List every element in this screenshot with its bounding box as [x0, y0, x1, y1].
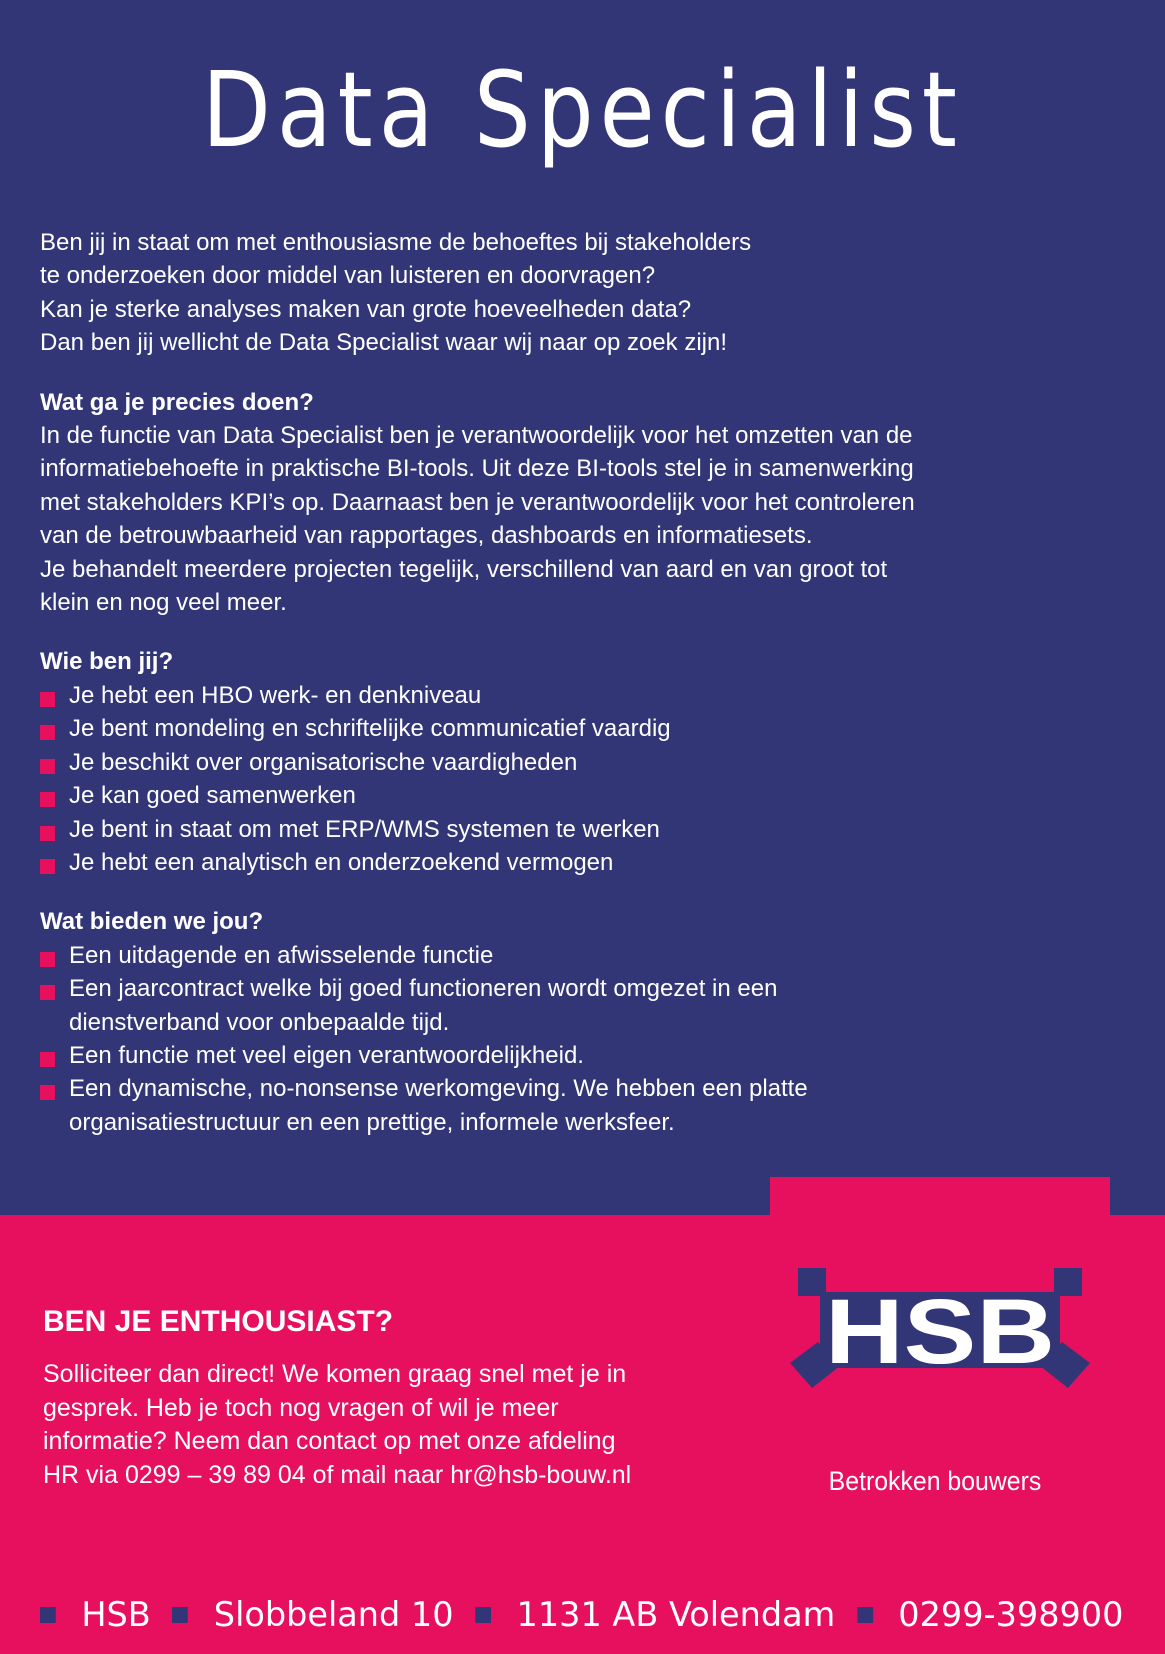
list-item-text: Je hebt een HBO werk- en denkniveau: [69, 681, 482, 709]
footer-company: HSB: [81, 1595, 151, 1635]
tasks-line: informatiebehoefte in praktische BI-tools. Uit deze BI-tools stel je in samenwerking: [40, 455, 914, 483]
bullet-square-icon: [40, 725, 55, 740]
offer-heading: Wat bieden we jou?: [40, 908, 264, 936]
footer-city: 1131 AB Volendam: [516, 1595, 836, 1635]
page-title: Data Specialist: [201, 49, 964, 171]
cta-line: informatie? Neem dan contact op met onze afdeling: [43, 1427, 616, 1455]
list-item: [40, 712, 1120, 745]
footer-bullet-icon: [40, 1607, 56, 1623]
bullet-square-icon: [40, 1085, 55, 1100]
tasks-line: met stakeholders KPI’s op. Daarnaast ben je verantwoordelijk voor het controleren: [40, 488, 915, 516]
cta-line: Solliciteer dan direct! We komen graag snel met je in: [43, 1360, 627, 1388]
footer-bullet-icon: [475, 1607, 491, 1623]
bullet-square-icon: [40, 692, 55, 707]
intro-line: te onderzoeken door middel van luisteren en doorvragen?: [40, 262, 656, 290]
bullet-square-icon: [40, 859, 55, 874]
list-item: [40, 679, 1120, 712]
list-item: [40, 1072, 1120, 1139]
bullet-square-icon: [40, 1052, 55, 1067]
cta-line: gesprek. Heb je toch nog vragen of wil je meer: [43, 1393, 559, 1422]
footer-phone: 0299-398900: [898, 1595, 1124, 1635]
offer-list: [40, 939, 1120, 1139]
list-item-line: Een dynamische, no-nonsense werkomgeving. We hebben een platte: [69, 1075, 808, 1103]
bullet-square-icon: [40, 792, 55, 807]
footer-bullet-icon: [857, 1607, 873, 1623]
list-item-line: organisatiestructuur en een prettige, informele werksfeer.: [69, 1108, 675, 1136]
tasks-line: van de betrouwbaarheid van rapportages, dashboards en informatiesets.: [40, 522, 813, 550]
list-item: [40, 813, 1120, 846]
tasks-line: Je behandelt meerdere projecten tegelijk, verschillend van aard en van groot tot: [40, 555, 888, 583]
tagline: Betrokken bouwers: [828, 1466, 1042, 1496]
list-item: [40, 746, 1120, 779]
profile-list: [40, 679, 1120, 879]
list-item: [40, 939, 1120, 972]
list-item: [40, 846, 1120, 879]
cta-title: BEN JE ENTHOUSIAST?: [43, 1305, 394, 1338]
bullet-square-icon: [40, 759, 55, 774]
list-item-line: Een functie met veel eigen verantwoordelijkheid.: [69, 1041, 584, 1069]
list-item-text: Je bent mondeling en schriftelijke communicatief vaardig: [69, 715, 671, 743]
list-item-text: Je kan goed samenwerken: [69, 782, 356, 810]
list-item-line: Een jaarcontract welke bij goed functioneren wordt omgezet in een: [69, 975, 778, 1003]
tasks-line: In de functie van Data Specialist ben je verantwoordelijk voor het omzetten van de: [40, 422, 913, 450]
cta-text: [43, 1358, 743, 1492]
profile-heading: Wie ben jij?: [40, 648, 174, 676]
footer-address: Slobbeland 10: [213, 1595, 454, 1635]
hsb-logo: [790, 1268, 1090, 1398]
job-description: [40, 226, 1120, 1139]
intro-line: Kan je sterke analyses maken van grote hoeveelheden data?: [40, 295, 692, 323]
list-item: [40, 1039, 1120, 1072]
offer-section: [40, 905, 1120, 1139]
bullet-square-icon: [40, 985, 55, 1000]
list-item-text: Je beschikt over organisatorische vaardigheden: [69, 748, 578, 776]
profile-section: [40, 645, 1120, 879]
tasks-section: [40, 386, 1120, 620]
bullet-square-icon: [40, 826, 55, 841]
intro-line: Dan ben jij wellicht de Data Specialist waar wij naar op zoek zijn!: [40, 329, 727, 357]
bullet-square-icon: [40, 952, 55, 967]
list-item-text: Je bent in staat om met ERP/WMS systemen te werken: [69, 815, 660, 843]
intro-line: Ben jij in staat om met enthousiasme de behoeftes bij stakeholders: [40, 229, 752, 256]
intro: [40, 226, 1120, 360]
cta-line: HR via 0299 – 39 89 04 of mail naar hr@hsb-bouw.nl: [43, 1460, 632, 1489]
list-item-line: Een uitdagende en afwisselende functie: [69, 941, 494, 969]
list-item-text: Je hebt een analytisch en onderzoekend vermogen: [69, 848, 614, 876]
tasks-heading: Wat ga je precies doen?: [40, 388, 314, 416]
footer-contact: [40, 1590, 1145, 1640]
list-item: [40, 972, 1120, 1039]
hsb-logo-text: HSB: [825, 1281, 1055, 1383]
list-item: [40, 779, 1120, 812]
list-item-line: dienstverband voor onbepaalde tijd.: [69, 1008, 450, 1036]
footer-bullet-icon: [172, 1607, 188, 1623]
tasks-line: klein en nog veel meer.: [40, 589, 287, 617]
